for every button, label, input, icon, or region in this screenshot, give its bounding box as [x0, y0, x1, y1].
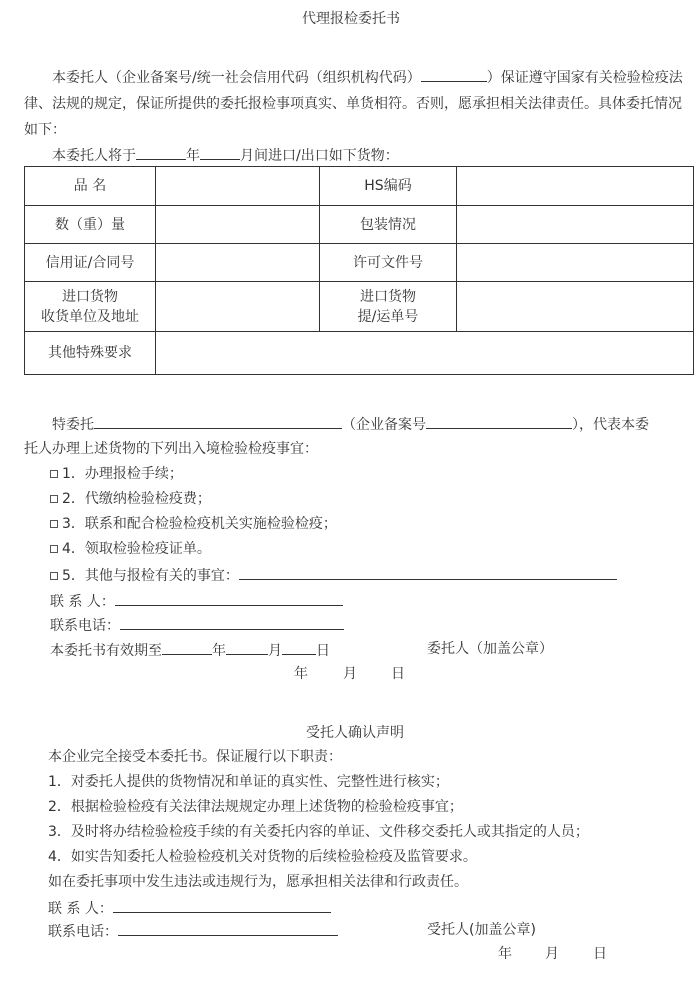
checkbox-icon[interactable]	[50, 470, 58, 478]
list-item[interactable]	[50, 540, 211, 558]
delegation-record-label: （企业备案号	[342, 417, 426, 433]
phone-blank[interactable]	[120, 615, 344, 630]
contact-label: 联 系 人：	[50, 594, 115, 610]
goods-year-label: 年	[186, 148, 200, 164]
goods-month-blank[interactable]	[200, 145, 240, 160]
goods-year-blank[interactable]	[136, 145, 186, 160]
agent-phone-line	[48, 921, 338, 941]
principal-date-month: 月	[343, 666, 357, 682]
validity-line	[50, 640, 330, 660]
list-item: 2．根据检验检疫有关法律法规规定办理上述货物的检验检疫事宜；	[48, 799, 463, 815]
list-item[interactable]	[50, 490, 211, 508]
phone-line	[50, 615, 344, 635]
agent-date-year: 年	[498, 946, 512, 962]
label-consignee	[25, 282, 156, 332]
goods-line-suffix: 月间进口/出口如下货物：	[240, 148, 399, 164]
delegation-line2: 托人办理上述货物的下列出入境检验检疫事宜：	[24, 441, 318, 457]
hs-code-cell[interactable]	[457, 167, 694, 206]
table-row	[25, 167, 694, 206]
label-quantity: 数（重）量	[25, 206, 156, 244]
goods-table	[24, 166, 694, 375]
agent-name-blank[interactable]	[94, 414, 342, 429]
checkbox-icon[interactable]	[50, 545, 58, 553]
other-matters-blank[interactable]	[239, 565, 617, 580]
item-label: 5．其他与报检有关的事宜：	[62, 568, 239, 584]
validity-month-blank[interactable]	[226, 640, 268, 655]
item-label: 2．代缴纳检验检疫费；	[62, 491, 211, 507]
confirm-lead: 本企业完全接受本委托书。保证履行以下职责：	[48, 749, 342, 765]
label-bill-of-lading	[320, 282, 457, 332]
license-number-cell[interactable]	[457, 244, 694, 282]
item-label: 4．领取检验检疫证单。	[62, 541, 211, 557]
contact-blank[interactable]	[115, 591, 343, 606]
validity-day-blank[interactable]	[282, 640, 316, 655]
confirm-liability: 如在委托事项中发生违法或违规行为，愿承担相关法律和行政责任。	[48, 874, 468, 890]
document-title: 代理报检委托书	[302, 11, 400, 27]
principal-seal-label: 委托人（加盖公章）	[427, 641, 553, 657]
table-row	[25, 206, 694, 244]
table-row	[25, 332, 694, 375]
checkbox-icon[interactable]	[50, 495, 58, 503]
goods-line	[52, 145, 399, 165]
principal-date-day: 日	[391, 666, 405, 682]
agent-seal-label: 受托人(加盖公章)	[427, 922, 536, 938]
list-item[interactable]	[50, 515, 337, 533]
agent-contact-line	[48, 898, 331, 918]
checkbox-icon[interactable]	[50, 572, 58, 580]
validity-day-label: 日	[316, 643, 330, 659]
product-name-cell[interactable]	[156, 167, 320, 206]
bill-of-lading-cell[interactable]	[457, 282, 694, 332]
list-item: 3．及时将办结检验检疫手续的有关委托内容的单证、文件移交委托人或其指定的人员；	[48, 824, 589, 840]
validity-month-label: 月	[268, 643, 282, 659]
item-label: 3．联系和配合检验检疫机关实施检验检疫；	[62, 516, 337, 532]
checkbox-icon[interactable]	[50, 520, 58, 528]
special-requirements-cell[interactable]	[156, 332, 694, 375]
agent-contact-blank[interactable]	[113, 898, 331, 913]
record-number-blank[interactable]	[421, 67, 487, 82]
label-special-requirements: 其他特殊要求	[25, 332, 156, 375]
list-item[interactable]	[50, 565, 617, 585]
validity-year-blank[interactable]	[162, 640, 212, 655]
agent-phone-blank[interactable]	[118, 921, 338, 936]
delegation-prefix: 特委托	[52, 417, 94, 433]
contract-number-cell[interactable]	[156, 244, 320, 282]
bill-label-line2: 提/运单号	[357, 308, 419, 325]
list-item: 1．对委托人提供的货物情况和单证的真实性、完整性进行核实；	[48, 774, 449, 790]
principal-date-year: 年	[294, 666, 308, 682]
intro-paragraph	[24, 65, 684, 143]
intro-part1: 本委托人（企业备案号/统一社会信用代码（组织机构代码）	[52, 70, 421, 86]
table-row	[25, 244, 694, 282]
contact-line	[50, 591, 343, 611]
list-item[interactable]	[50, 465, 183, 483]
agent-contact-label: 联 系 人：	[48, 901, 113, 917]
agent-record-blank[interactable]	[426, 414, 572, 429]
agent-phone-label: 联系电话：	[48, 924, 118, 940]
confirm-title: 受托人确认声明	[306, 725, 404, 741]
quantity-cell[interactable]	[156, 206, 320, 244]
label-product-name: 品 名	[25, 167, 156, 206]
label-license-number: 许可文件号	[320, 244, 457, 282]
phone-label: 联系电话：	[50, 618, 120, 634]
label-packaging: 包装情况	[320, 206, 457, 244]
label-contract-number: 信用证/合同号	[25, 244, 156, 282]
delegation-suffix: ），代表本委	[572, 417, 649, 433]
packaging-cell[interactable]	[457, 206, 694, 244]
validity-year-label: 年	[212, 643, 226, 659]
label-hs-code: HS编码	[320, 167, 457, 206]
item-label: 1．办理报检手续；	[62, 466, 183, 482]
bill-label-line1: 进口货物	[360, 288, 416, 305]
list-item: 4．如实告知委托人检验检疫机关对货物的后续检验检疫及监管要求。	[48, 849, 477, 865]
consignee-cell[interactable]	[156, 282, 320, 332]
agent-date-month: 月	[545, 946, 559, 962]
delegation-line	[52, 414, 649, 434]
agent-date-day: 日	[593, 946, 607, 962]
table-row	[25, 282, 694, 332]
validity-prefix: 本委托书有效期至	[50, 643, 162, 659]
goods-line-prefix: 本委托人将于	[52, 148, 136, 164]
consignee-label-line1: 进口货物	[62, 288, 118, 305]
consignee-label-line2: 收货单位及地址	[41, 308, 139, 325]
intro-part2: ）保证遵守国家有关检验检疫法律、法规的规定，保证所提供的委托报检事项真实、单货相符。否则，愿承担相关法律责任。具体委托情况如下：	[24, 70, 683, 138]
